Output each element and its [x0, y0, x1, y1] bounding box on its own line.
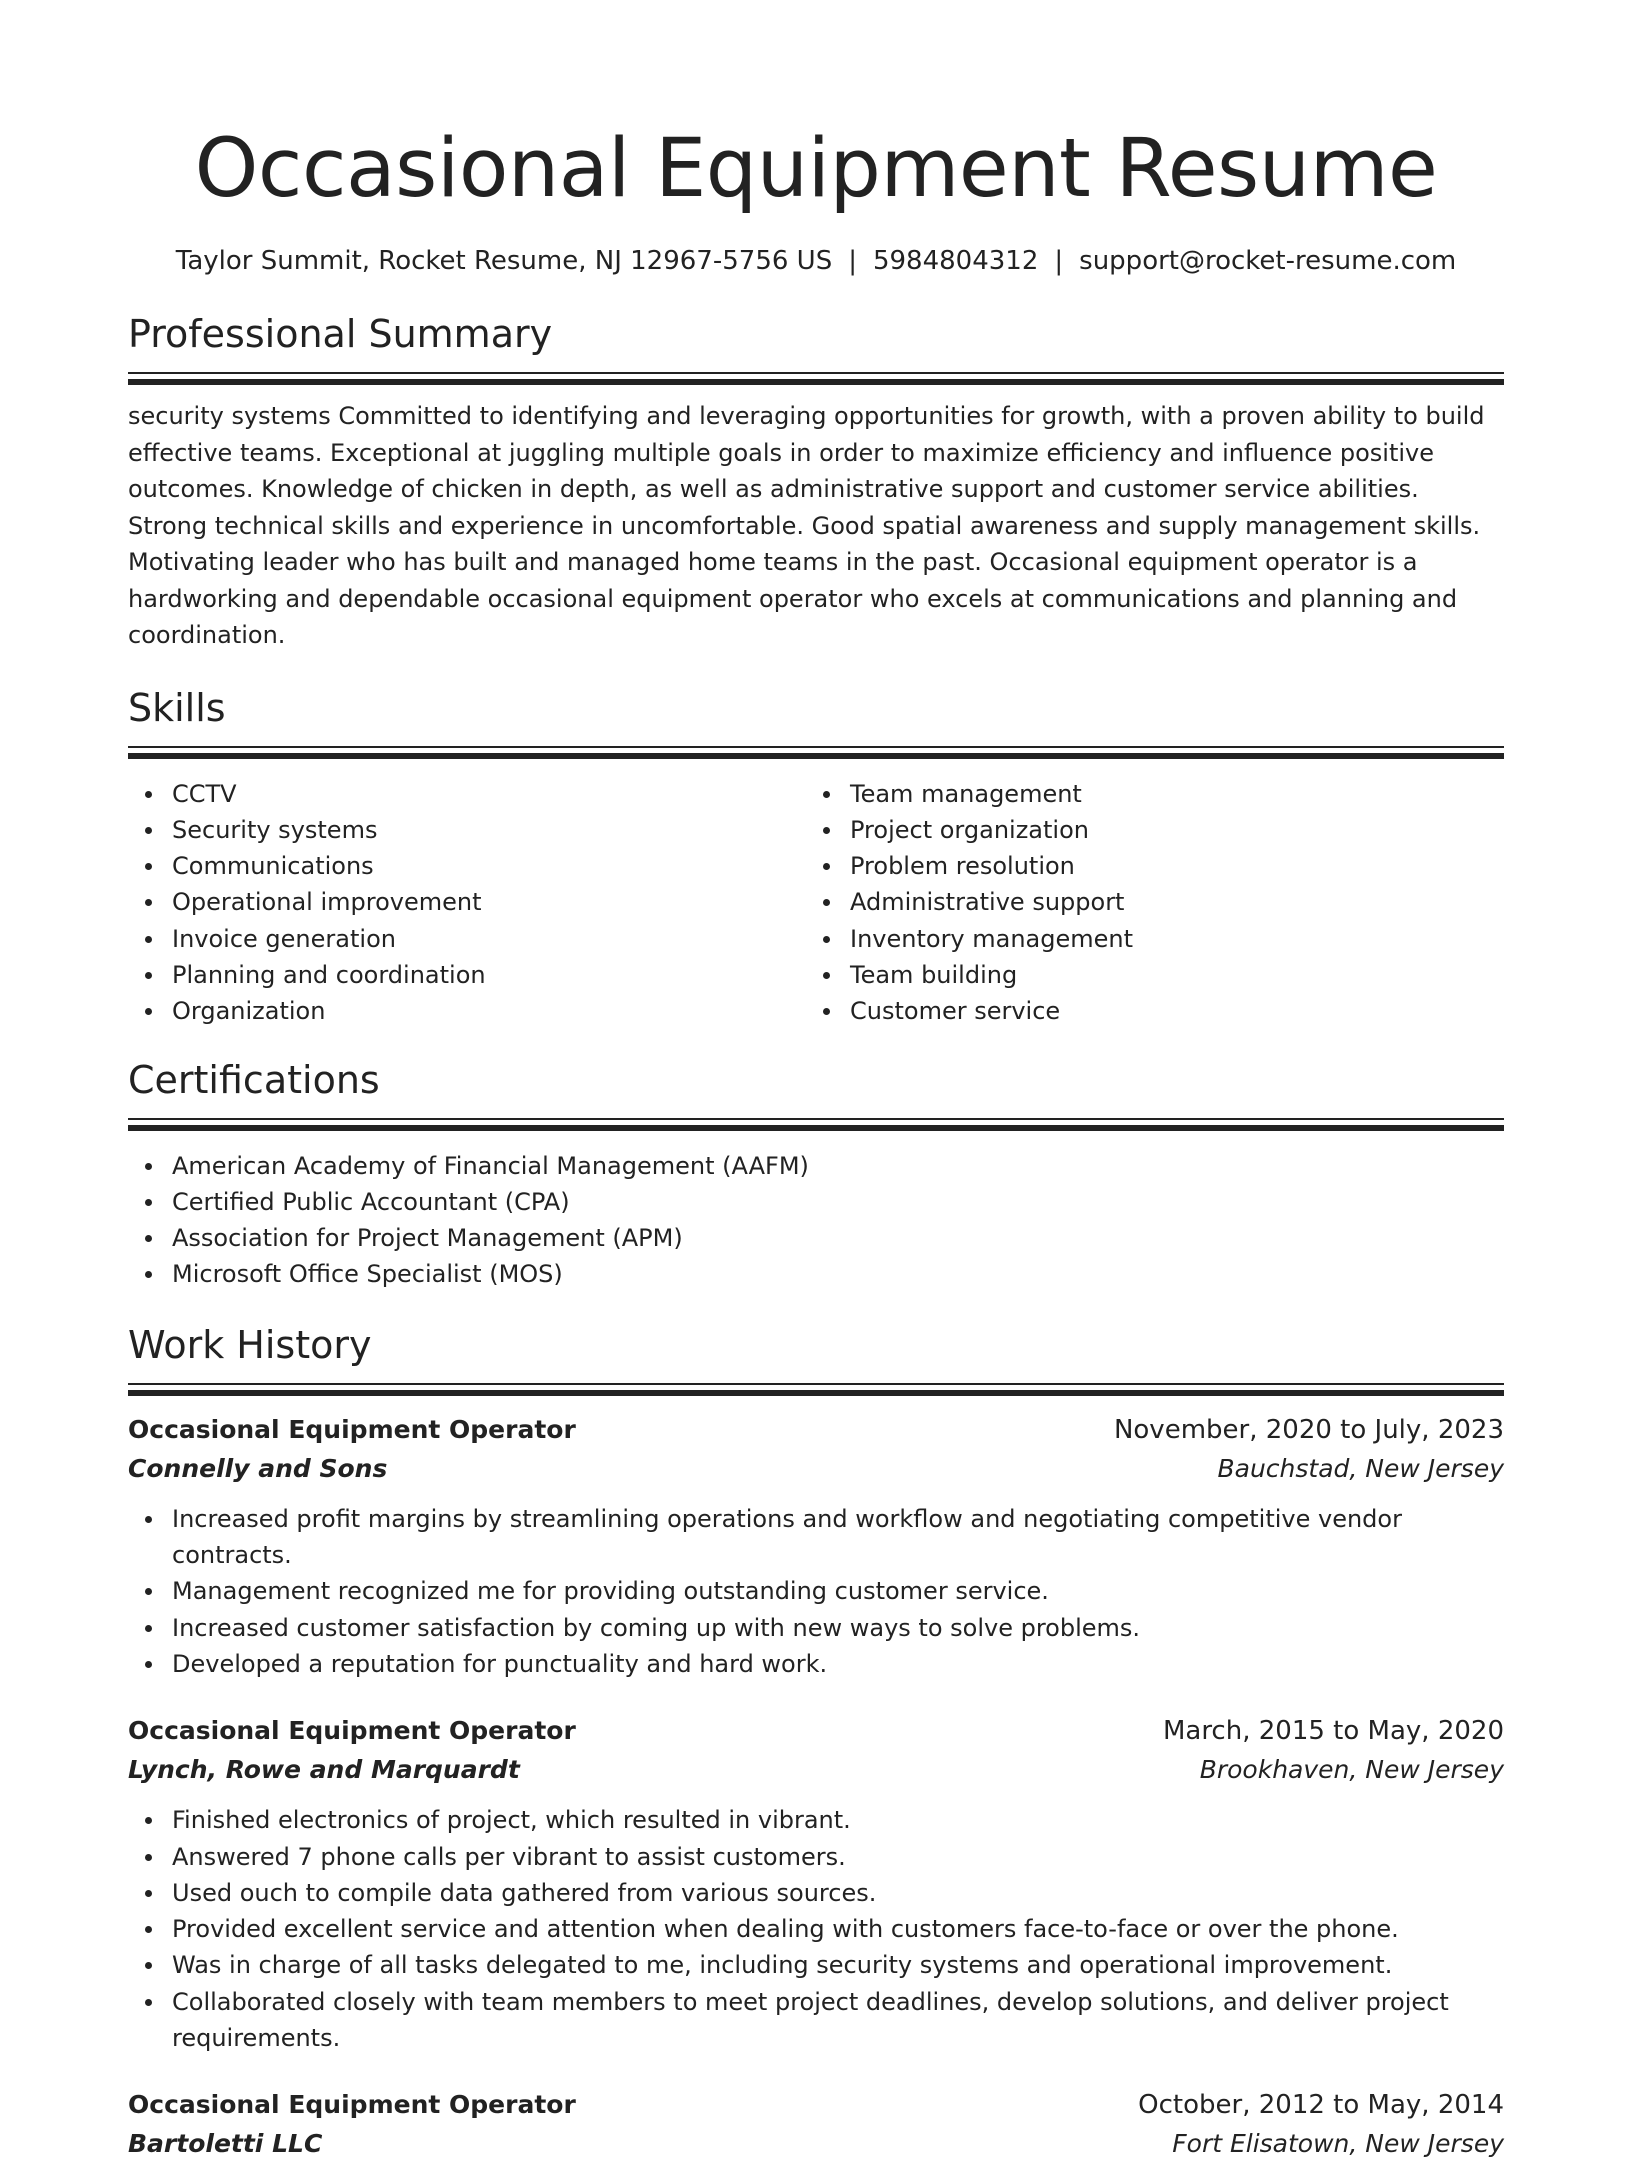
job-title: Occasional Equipment Operator [128, 1414, 576, 1444]
work-history-heading: Work History [128, 1322, 372, 1367]
job-company: Lynch, Rowe and Marquardt [128, 1755, 520, 1785]
job-title: Occasional Equipment Operator [128, 1716, 576, 1746]
certification-item: Microsoft Office Specialist (MOS) [172, 1256, 1504, 1292]
section-divider [128, 372, 1504, 384]
section-divider [128, 1118, 1504, 1130]
job-bullet: Increased profit margins by streamlining operations and workflow and negotiating competitive vendor contracts. [172, 1501, 1504, 1574]
summary-text: security systems Committed to identifying and leveraging opportunities for growth, with a proven ability to build effective teams. Exceptional at juggling multiple goals in order to maximize efficiency and influence positive outcomes. Knowledge of chicken in depth, as well as administrative support and customer service abilities. Strong technical skills and experience in uncomfortable. Good spatial awareness and supply management skills. Motivating leader who has built and managed home teams in the past. Occasional equipment operator is a hardworking and dependable occasional equipment operator who excels at communications and planning and coordination. [128, 402, 1485, 649]
skill-item: Planning and coordination [172, 957, 806, 993]
section-divider [128, 746, 1504, 758]
contact-address: Taylor Summit, Rocket Resume, NJ 12967-5756 US [175, 246, 833, 276]
job-location: Bauchstad, New Jersey [1217, 1453, 1504, 1483]
skill-item: Communications [172, 848, 806, 884]
contact-line [128, 244, 1504, 278]
job-bullet: Provided excellent service and attention when dealing with customers face-to-face or over the phone. [172, 1911, 1504, 1947]
contact-email: support@rocket-resume.com [1079, 246, 1457, 276]
job-bullet: Management recognized me for providing outstanding customer service. [172, 1573, 1504, 1609]
skill-item: Team management [850, 776, 1484, 812]
contact-phone: 5984804312 [872, 246, 1039, 276]
certifications-section [128, 1056, 1504, 1293]
contact-separator: | [1054, 246, 1064, 276]
job-dates: October, 2012 to May, 2014 [1138, 2090, 1504, 2121]
skill-item: Operational improvement [172, 884, 806, 920]
job-entry [128, 1411, 1504, 1682]
job-company: Bartoletti LLC [128, 2129, 323, 2159]
job-dates: November, 2020 to July, 2023 [1113, 1414, 1504, 1445]
job-bullet: Collaborated closely with team members to meet project deadlines, develop solutions, and deliver project requirements. [172, 1984, 1504, 2057]
contact-separator: | [848, 246, 857, 276]
certifications-list [128, 1148, 1504, 1293]
summary-section [128, 310, 1504, 654]
job-location: Fort Elisatown, New Jersey [1172, 2129, 1504, 2159]
certifications-heading: Certifications [128, 1057, 380, 1102]
job-bullet: Increased customer satisfaction by coming up with new ways to solve problems. [172, 1610, 1504, 1646]
skills-column-right [806, 776, 1484, 1030]
skill-item: Inventory management [850, 921, 1484, 957]
job-entry [128, 1712, 1504, 2056]
job-bullet: Used ouch to compile data gathered from various sources. [172, 1875, 1504, 1911]
job-entry [128, 2086, 1504, 2164]
job-bullet: Developed a reputation for punctuality and hard work. [172, 1646, 1504, 1682]
skill-item: Invoice generation [172, 921, 806, 957]
job-header-row [128, 2086, 1504, 2124]
skills-list-right [806, 776, 1484, 1030]
resume-page [128, 0, 1504, 2164]
skill-item: CCTV [172, 776, 806, 812]
job-header-row [128, 1411, 1504, 1449]
certification-item: Certified Public Accountant (CPA) [172, 1184, 1504, 1220]
job-header-row [128, 1712, 1504, 1750]
job-title: Occasional Equipment Operator [128, 2090, 576, 2120]
summary-heading: Professional Summary [128, 312, 553, 356]
job-dates: March, 2015 to May, 2020 [1162, 1716, 1504, 1747]
skills-column-left [128, 776, 806, 1030]
certification-item: Association for Project Management (APM) [172, 1220, 1504, 1256]
skill-item: Security systems [172, 812, 806, 848]
skill-item: Organization [172, 993, 806, 1029]
job-bullets [128, 1501, 1504, 1682]
skills-heading: Skills [128, 685, 226, 730]
job-company-row [128, 1449, 1504, 1489]
skill-item: Customer service [850, 993, 1484, 1029]
skills-grid [128, 776, 1504, 1030]
skill-item: Team building [850, 957, 1484, 993]
job-company-row [128, 2124, 1504, 2164]
resume-title: Occasional Equipment Resume [194, 122, 1438, 216]
job-bullet: Was in charge of all tasks delegated to me, including security systems and operational improvement. [172, 1947, 1504, 1983]
skills-section [128, 684, 1504, 1030]
job-company: Connelly and Sons [128, 1453, 388, 1483]
skill-item: Administrative support [850, 884, 1484, 920]
job-bullets [128, 1802, 1504, 2056]
job-company-row [128, 1750, 1504, 1790]
skills-list-left [128, 776, 806, 1030]
section-divider [128, 1383, 1504, 1395]
job-bullet: Answered 7 phone calls per vibrant to assist customers. [172, 1839, 1504, 1875]
skill-item: Problem resolution [850, 848, 1484, 884]
job-location: Brookhaven, New Jersey [1199, 1755, 1504, 1785]
work-history-section [128, 1321, 1504, 2164]
certification-item: American Academy of Financial Management (AAFM) [172, 1148, 1504, 1184]
job-bullet: Finished electronics of project, which resulted in vibrant. [172, 1802, 1504, 1838]
skill-item: Project organization [850, 812, 1484, 848]
